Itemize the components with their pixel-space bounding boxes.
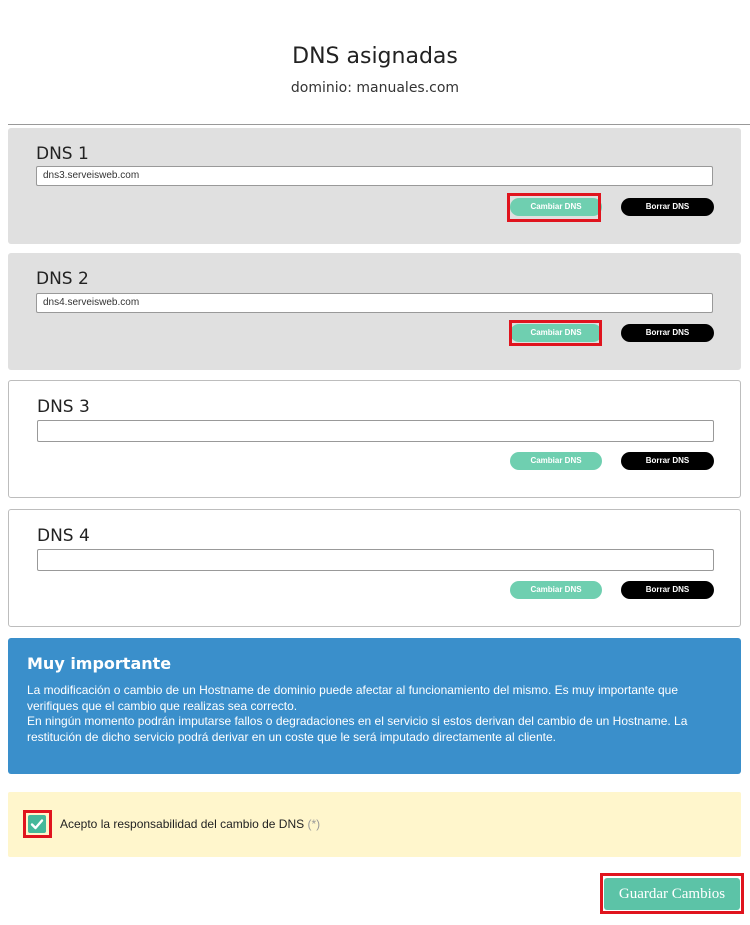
dns-label: DNS 1 bbox=[36, 144, 89, 164]
dns-label: DNS 4 bbox=[37, 526, 90, 546]
dns-4-input[interactable] bbox=[37, 549, 714, 571]
delete-dns-3-button[interactable]: Borrar DNS bbox=[621, 452, 714, 470]
page-title: DNS asignadas bbox=[292, 44, 458, 69]
change-dns-4-button[interactable]: Cambiar DNS bbox=[510, 581, 602, 599]
important-notice bbox=[8, 638, 741, 774]
dns-card-4 bbox=[8, 509, 741, 627]
delete-dns-2-button[interactable]: Borrar DNS bbox=[621, 324, 714, 342]
dns-1-input[interactable]: dns3.serveisweb.com bbox=[36, 166, 713, 186]
dns-3-input[interactable] bbox=[37, 420, 714, 442]
change-dns-3-button[interactable]: Cambiar DNS bbox=[510, 452, 602, 470]
accept-panel bbox=[8, 792, 741, 857]
notice-paragraph-2: En ningún momento podrán imputarse fallos o degradaciones en el servicio si estos derivan del cambio de un Hostname. La restitución de dicho servicio podrá derivar en un coste que le será imputado directamente al cliente. bbox=[27, 714, 688, 744]
domain-subtitle: dominio: manuales.com bbox=[290, 80, 460, 96]
dns-card-2 bbox=[8, 253, 741, 370]
dns-card-3 bbox=[8, 380, 741, 498]
accept-label-text: Acepto la responsabilidad del cambio de DNS bbox=[60, 817, 305, 831]
dns-card-1 bbox=[8, 128, 741, 244]
save-changes-button[interactable]: Guardar Cambios bbox=[604, 878, 740, 910]
dns-label: DNS 3 bbox=[37, 397, 90, 417]
dns-2-input[interactable]: dns4.serveisweb.com bbox=[36, 293, 713, 313]
accept-label bbox=[60, 817, 320, 831]
highlight-box bbox=[23, 810, 52, 838]
delete-dns-1-button[interactable]: Borrar DNS bbox=[621, 198, 714, 216]
highlight-box bbox=[507, 193, 601, 222]
change-dns-1-button[interactable]: Cambiar DNS bbox=[510, 198, 602, 216]
highlight-box bbox=[600, 873, 744, 914]
delete-dns-4-button[interactable]: Borrar DNS bbox=[621, 581, 714, 599]
dns-label: DNS 2 bbox=[36, 269, 89, 289]
header-divider bbox=[8, 124, 750, 125]
required-mark: (*) bbox=[307, 817, 321, 831]
notice-title: Muy importante bbox=[27, 654, 172, 673]
highlight-box bbox=[509, 320, 602, 346]
change-dns-2-button[interactable]: Cambiar DNS bbox=[510, 324, 602, 342]
notice-paragraph-1: La modificación o cambio de un Hostname de dominio puede afectar al funcionamiento del mismo. Es muy importante que verifiques que el cambio que realizas sea correcto. bbox=[27, 683, 679, 713]
